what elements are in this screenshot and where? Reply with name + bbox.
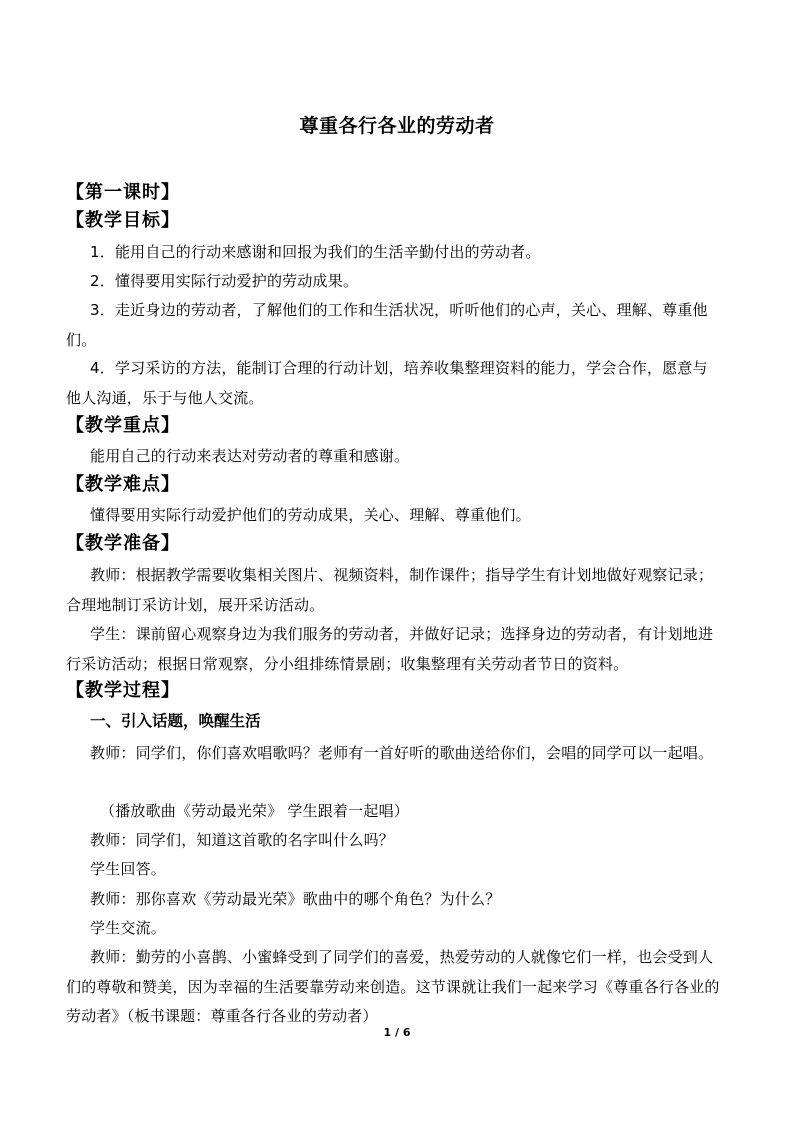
paragraph-5: 教师：那你喜欢《劳动最光荣》歌曲中的哪个角色？为什么？: [90, 890, 501, 908]
paragraph-3: 教师：同学们，知道这首歌的名字叫什么吗？: [90, 831, 395, 849]
prep-teacher: 教师：根据教学需要收集相关图片、视频资料，制作课件；指导学生有计划地做好观察记录；合理地制订采访计划，展开采访活动。: [66, 566, 714, 614]
lesson-heading: 【第一课时】: [66, 182, 180, 203]
paragraph-6: 学生交流。: [90, 919, 167, 937]
goal-2: 2．懂得要用实际行动爱护的劳动成果。: [90, 272, 359, 290]
process-heading: 【教学过程】: [66, 680, 180, 701]
goal-3: 3．走近身边的劳动者，了解他们的工作和生活状况，听听他们的心声，关心、理解、尊重他们。: [66, 301, 708, 349]
paragraph-4: 学生回答。: [90, 860, 167, 878]
difficulty-text: 懂得要用实际行动爱护他们的劳动成果，关心、理解、尊重他们。: [90, 506, 531, 524]
key-heading: 【教学重点】: [66, 415, 180, 436]
difficulty-heading: 【教学难点】: [66, 474, 180, 495]
page-number: 1 / 6: [383, 1026, 411, 1039]
goal-4: 4．学习采访的方法，能制订合理的行动计划，培养收集整理资料的能力，学会合作，愿意与他人沟通，乐于与他人交流。: [66, 359, 708, 407]
goals-heading: 【教学目标】: [66, 210, 180, 231]
goal-1: 1．能用自己的行动来感谢和回报为我们的生活辛勤付出的劳动者。: [90, 243, 541, 261]
paragraph-2: （播放歌曲《劳动最光荣》 学生跟着一起唱）: [100, 802, 409, 820]
paragraph-1: 教师：同学们，你们喜欢唱歌吗？老师有一首好听的歌曲送给你们，会唱的同学可以一起唱。: [90, 744, 714, 762]
section-1-title: 一、引入话题，唤醒生活: [90, 712, 261, 730]
paragraph-7: 教师：勤劳的小喜鹊、小蜜蜂受到了同学们的喜爱，热爱劳动的人就像它们一样，也会受到人们的尊敬和赞美，因为幸福的生活要靠劳动来创造。这节课就让我们一起来学习《尊重各行各业的劳动者》（板书课题：尊重各行各业的劳动者）: [66, 948, 720, 1025]
page-title: 尊重各行各业的劳动者: [299, 115, 495, 137]
key-text: 能用自己的行动来表达对劳动者的尊重和感谢。: [90, 447, 410, 465]
prep-heading: 【教学准备】: [66, 533, 180, 554]
prep-student: 学生：课前留心观察身边为我们服务的劳动者，并做好记录；选择身边的劳动者，有计划地进行采访活动；根据日常观察，分小组排练情景剧；收集整理有关劳动者节日的资料。: [66, 625, 714, 673]
